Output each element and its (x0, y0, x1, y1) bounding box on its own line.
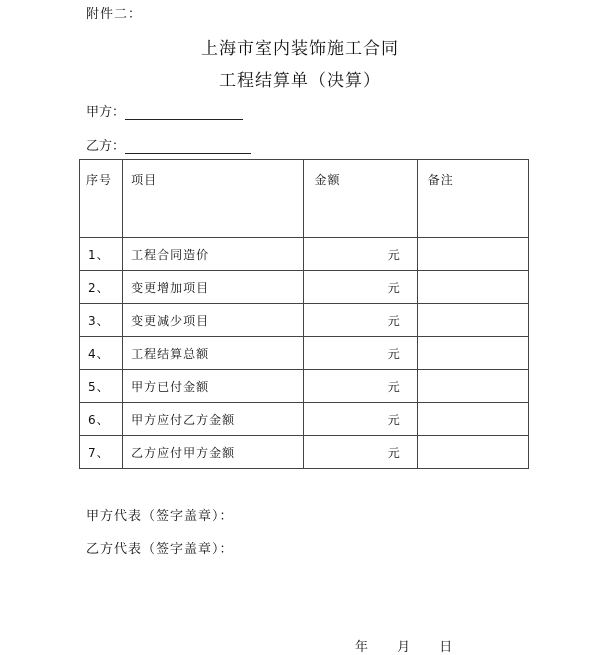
party-b-label: 乙方： (86, 139, 126, 154)
table-row (80, 271, 529, 304)
row-index: 7、 (80, 436, 123, 469)
table-row (80, 370, 529, 403)
date-line (355, 636, 452, 655)
row-item: 甲方应付乙方金额 (123, 403, 304, 436)
row-amount[interactable]: 元 (304, 370, 417, 403)
row-amount[interactable]: 元 (304, 403, 417, 436)
header-index: 序号 (80, 160, 123, 238)
row-note[interactable] (417, 304, 528, 337)
header-amount: 金额 (304, 160, 417, 238)
row-amount[interactable]: 元 (304, 337, 417, 370)
row-item: 工程合同造价 (123, 238, 304, 271)
attachment-label: 附件二： (86, 7, 143, 22)
party-b-blank[interactable] (125, 139, 251, 154)
party-a-blank[interactable] (125, 105, 243, 120)
settlement-table (79, 159, 529, 469)
party-b-field (86, 135, 251, 154)
header-note: 备注 (417, 160, 528, 238)
document-subtitle: 工程结算单（决算） (219, 71, 381, 91)
row-item: 工程结算总额 (123, 337, 304, 370)
row-note[interactable] (417, 271, 528, 304)
row-item: 变更减少项目 (123, 304, 304, 337)
row-note[interactable] (417, 436, 528, 469)
row-note[interactable] (417, 337, 528, 370)
row-item: 乙方应付甲方金额 (123, 436, 304, 469)
row-amount[interactable]: 元 (304, 304, 417, 337)
row-note[interactable] (417, 370, 528, 403)
row-note[interactable] (417, 403, 528, 436)
row-item: 变更增加项目 (123, 271, 304, 304)
table-row (80, 304, 529, 337)
party-a-label: 甲方： (86, 105, 126, 120)
date-year: 年 (355, 640, 369, 655)
table-row (80, 238, 529, 271)
header-item: 项目 (123, 160, 304, 238)
date-day: 日 (439, 640, 453, 655)
table-header-row (80, 160, 529, 238)
table-row (80, 337, 529, 370)
row-item: 甲方已付金额 (123, 370, 304, 403)
row-amount[interactable]: 元 (304, 271, 417, 304)
table-row (80, 436, 529, 469)
row-amount[interactable]: 元 (304, 238, 417, 271)
party-b-representative: 乙方代表（签字盖章）： (86, 542, 234, 557)
table-row (80, 403, 529, 436)
party-a-representative: 甲方代表（签字盖章）： (86, 509, 234, 524)
row-index: 6、 (80, 403, 123, 436)
row-index: 4、 (80, 337, 123, 370)
row-index: 1、 (80, 238, 123, 271)
row-index: 3、 (80, 304, 123, 337)
party-a-field (86, 101, 243, 120)
document-title: 上海市室内装饰施工合同 (201, 39, 399, 59)
row-note[interactable] (417, 238, 528, 271)
row-amount[interactable]: 元 (304, 436, 417, 469)
row-index: 5、 (80, 370, 123, 403)
date-month: 月 (397, 640, 411, 655)
row-index: 2、 (80, 271, 123, 304)
